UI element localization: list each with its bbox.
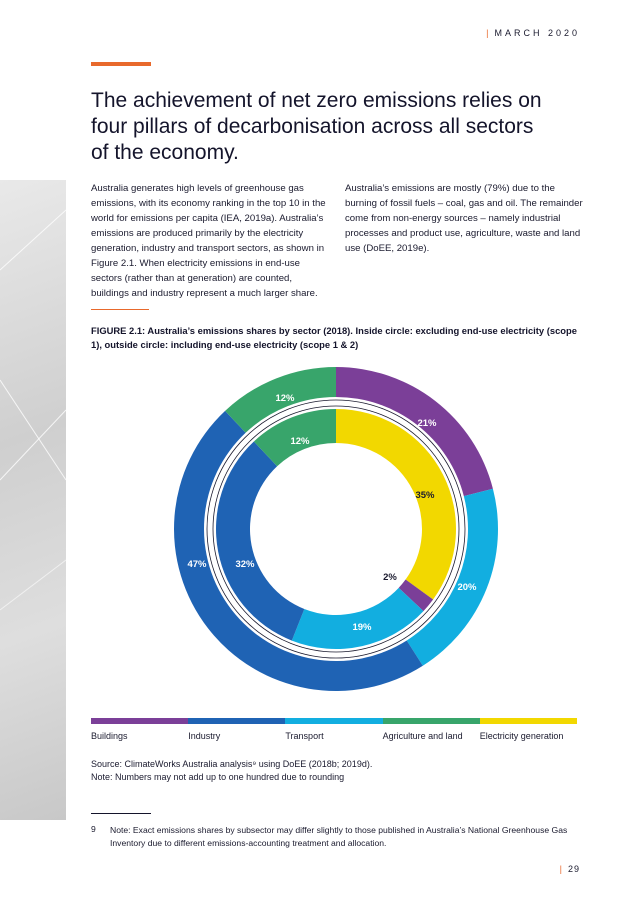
figure-caption: FIGURE 2.1: Australia’s emissions shares by sector (2018). Inside circle: excluding end-use electricity (scope 1), outside circle: including end-use electricity (scope 1 & 2) <box>91 325 577 350</box>
page-number: | 29 <box>559 864 580 874</box>
outer-label-buildings: 21% <box>417 418 437 429</box>
legend-swatch-electricity-generation <box>480 718 577 724</box>
inner-label-transport: 19% <box>352 622 372 633</box>
inner-label-buildings: 2% <box>383 572 397 583</box>
legend-label-agriculture-and-land: Agriculture and land <box>382 731 463 741</box>
legend-swatch-agriculture-and-land <box>383 718 480 724</box>
legend-swatch-transport <box>285 718 382 724</box>
outer-label-transport: 20% <box>457 582 477 593</box>
inner-slice-transport <box>292 588 424 649</box>
legend-label-electricity-generation: Electricity generation <box>479 731 564 741</box>
body-text-column-1: Australia generates high levels of greenhouse gas emissions, with its economy ranking in the top 10 in the world for emissions per capita (IEA, 2019a). Australia’s emissions are produced primarily by the electricity generation, industry and transport sectors, as shown in Figure 2.1. When electricity emissions in end-use sectors (rather than at generation) are counted, buildings and industry represent a much larger share. <box>91 183 326 299</box>
inner-label-agriculture: 12% <box>290 436 310 447</box>
legend-label-industry: Industry <box>188 731 221 741</box>
rounding-note: Note: Numbers may not add up to one hundred due to rounding <box>91 772 345 782</box>
figure-source <box>91 758 571 784</box>
legend-label-transport: Transport <box>285 731 324 741</box>
page-title: The achievement of net zero emissions relies on four pillars of decarbonisation across all sectors of the economy. <box>91 89 542 164</box>
legend-swatch-buildings <box>91 718 188 724</box>
footnote-number: 9 <box>91 824 96 834</box>
legend-swatch-industry <box>188 718 285 724</box>
body-text-column-2: Australia’s emissions are mostly (79%) due to the burning of fossil fuels – coal, gas and oil. The remainder come from non-energy sources – namely industrial processes and product use, agriculture, waste and land use (DoEE, 2019e). <box>345 183 583 254</box>
outer-label-industry: 47% <box>187 559 207 570</box>
outer-label-agriculture: 12% <box>275 393 295 404</box>
header-date: | MARCH 2020 <box>486 28 580 38</box>
inner-label-electricity: 35% <box>415 490 435 501</box>
legend-label-buildings: Buildings <box>91 731 128 741</box>
footnote-rule <box>91 813 151 814</box>
source-text: Source: ClimateWorks Australia analysis⁹ using DoEE (2018b; 2019d). <box>91 759 373 769</box>
footnote-text: Note: Exact emissions shares by subsector may differ slightly to those published in Australia’s National Greenhouse Gas Inventory due to different emissions-accounting treatment and allocation. <box>110 825 568 848</box>
inner-label-industry: 32% <box>235 559 255 570</box>
